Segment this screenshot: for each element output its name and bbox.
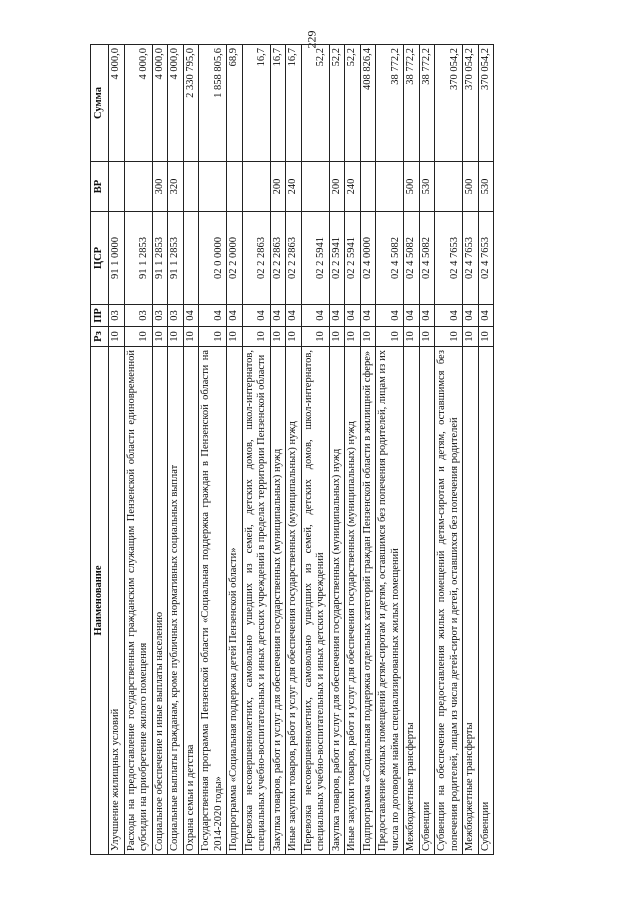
table-row [109, 45, 125, 855]
table-row [183, 45, 199, 855]
cell-rz: 10 [286, 327, 302, 347]
cell-csr: 91 1 2853 [152, 212, 168, 305]
header-vr: ВР [91, 162, 109, 212]
table-row [199, 45, 227, 855]
cell-pr: 04 [199, 305, 227, 327]
cell-sum: 4 000,0 [124, 45, 152, 162]
cell-pr: 04 [463, 305, 479, 327]
cell-pr: 04 [242, 305, 270, 327]
cell-rz: 10 [270, 327, 286, 347]
cell-name: Подпрограмма «Социальная поддержка отдельных категорий граждан Пензенской области в жилищной сфере» [360, 347, 376, 855]
header-pr: ПР [91, 305, 109, 327]
cell-pr: 04 [419, 305, 435, 327]
cell-sum: 16,7 [242, 45, 270, 162]
cell-vr: 200 [270, 162, 286, 212]
cell-name: Социальное обеспечение и иные выплаты населению [152, 347, 168, 855]
cell-rz: 10 [463, 327, 479, 347]
cell-sum: 4 000,0 [168, 45, 184, 162]
cell-rz: 10 [242, 327, 270, 347]
cell-pr: 04 [183, 305, 199, 327]
cell-sum: 38 772,2 [376, 45, 404, 162]
rotated-table-container [90, 45, 563, 855]
cell-csr: 91 1 0000 [109, 212, 125, 305]
cell-vr [124, 162, 152, 212]
cell-name: Закупка товаров, работ и услуг для обеспечения государственных (муниципальных) нужд [329, 347, 345, 855]
cell-vr [199, 162, 227, 212]
cell-sum: 52,2 [345, 45, 361, 162]
cell-pr: 03 [124, 305, 152, 327]
cell-pr: 04 [286, 305, 302, 327]
cell-csr: 91 1 2853 [168, 212, 184, 305]
cell-csr: 02 2 2863 [286, 212, 302, 305]
cell-rz: 10 [199, 327, 227, 347]
cell-rz: 10 [301, 327, 329, 347]
cell-sum: 4 000,0 [109, 45, 125, 162]
header-rz: Рз [91, 327, 109, 347]
cell-sum: 408 826,4 [360, 45, 376, 162]
cell-pr: 04 [270, 305, 286, 327]
cell-name: Социальные выплаты гражданам, кроме публичных нормативных социальных выплат [168, 347, 184, 855]
cell-vr: 300 [152, 162, 168, 212]
cell-rz: 10 [183, 327, 199, 347]
table-row [124, 45, 152, 855]
cell-pr: 04 [345, 305, 361, 327]
cell-csr: 02 4 0000 [360, 212, 376, 305]
cell-name: Перевозка несовершеннолетних, самовольно ушедших из семей, детских домов, школ-интернатов, специальных учебно-воспитательных и иных детских учреждений [301, 347, 329, 855]
cell-pr: 04 [329, 305, 345, 327]
table-row [329, 45, 345, 855]
cell-sum: 38 772,2 [419, 45, 435, 162]
cell-sum: 38 772,2 [404, 45, 420, 162]
cell-vr: 530 [478, 162, 494, 212]
cell-name: Закупка товаров, работ и услуг для обеспечения государственных (муниципальных) нужд [270, 347, 286, 855]
cell-name: Улучшение жилищных условий [109, 347, 125, 855]
budget-table [90, 44, 494, 855]
cell-name: Охрана семьи и детства [183, 347, 199, 855]
cell-vr [183, 162, 199, 212]
table-row [270, 45, 286, 855]
cell-name: Межбюджетные трансферты [404, 347, 420, 855]
cell-vr: 500 [404, 162, 420, 212]
cell-vr: 500 [463, 162, 479, 212]
cell-pr: 04 [301, 305, 329, 327]
cell-pr: 03 [152, 305, 168, 327]
cell-name: Субвенции на обеспечение предоставления жилых помещений детям-сиротам и детям, оставшимся без попечения родителей, лицам из числа детей-сирот и детей, оставшихся без попечения родителей [435, 347, 463, 855]
cell-vr: 530 [419, 162, 435, 212]
cell-pr: 03 [168, 305, 184, 327]
cell-csr: 02 2 5941 [301, 212, 329, 305]
cell-csr [183, 212, 199, 305]
cell-csr: 02 4 5082 [376, 212, 404, 305]
cell-vr [301, 162, 329, 212]
cell-sum: 16,7 [270, 45, 286, 162]
cell-csr: 02 2 5941 [345, 212, 361, 305]
cell-sum: 370 054,2 [478, 45, 494, 162]
page-number: 229 [304, 30, 319, 49]
cell-csr: 02 4 5082 [419, 212, 435, 305]
cell-sum: 370 054,2 [435, 45, 463, 162]
cell-rz: 10 [435, 327, 463, 347]
table-row [286, 45, 302, 855]
cell-vr [376, 162, 404, 212]
cell-sum: 4 000,0 [152, 45, 168, 162]
cell-rz: 10 [329, 327, 345, 347]
cell-rz: 10 [109, 327, 125, 347]
table-row [404, 45, 420, 855]
cell-rz: 10 [419, 327, 435, 347]
cell-csr: 02 4 7653 [435, 212, 463, 305]
cell-csr: 02 2 2863 [242, 212, 270, 305]
cell-name: Межбюджетные трансферты [463, 347, 479, 855]
cell-pr: 04 [404, 305, 420, 327]
cell-vr: 240 [286, 162, 302, 212]
table-row [345, 45, 361, 855]
cell-csr: 02 4 7653 [478, 212, 494, 305]
cell-csr: 02 2 0000 [227, 212, 243, 305]
cell-pr: 04 [478, 305, 494, 327]
cell-rz: 10 [478, 327, 494, 347]
cell-csr: 91 1 2853 [124, 212, 152, 305]
cell-rz: 10 [404, 327, 420, 347]
table-row [419, 45, 435, 855]
cell-csr: 02 2 2863 [270, 212, 286, 305]
cell-name: Подпрограмма «Социальная поддержка детей Пензенской области» [227, 347, 243, 855]
cell-pr: 04 [227, 305, 243, 327]
table-header-row [91, 45, 109, 855]
cell-pr: 04 [376, 305, 404, 327]
cell-vr [227, 162, 243, 212]
table-row [463, 45, 479, 855]
cell-rz: 10 [376, 327, 404, 347]
table-row [242, 45, 270, 855]
cell-csr: 02 2 5941 [329, 212, 345, 305]
table-row [376, 45, 404, 855]
header-csr: ЦСР [91, 212, 109, 305]
cell-sum: 52,2 [301, 45, 329, 162]
cell-name: Субвенции [419, 347, 435, 855]
cell-rz: 10 [168, 327, 184, 347]
cell-vr: 200 [329, 162, 345, 212]
table-row [435, 45, 463, 855]
table-row [301, 45, 329, 855]
cell-rz: 10 [124, 327, 152, 347]
cell-pr: 03 [109, 305, 125, 327]
header-sum: Сумма [91, 45, 109, 162]
cell-vr: 240 [345, 162, 361, 212]
cell-pr: 04 [435, 305, 463, 327]
cell-name: Перевозка несовершеннолетних, самовольно ушедших из семей, детских домов, школ-интернатов, специальных учебно-воспитательных и иных детских учреждений в пределах территории Пензенской области [242, 347, 270, 855]
cell-pr: 04 [360, 305, 376, 327]
cell-csr: 02 4 5082 [404, 212, 420, 305]
cell-name: Иные закупки товаров, работ и услуг для обеспечения государственных (муниципальных) нужд [345, 347, 361, 855]
cell-vr [109, 162, 125, 212]
cell-name: Субвенции [478, 347, 494, 855]
cell-vr [360, 162, 376, 212]
cell-name: Государственная программа Пензенской области «Социальная поддержка граждан в Пензенской области на 2014-2020 годы» [199, 347, 227, 855]
cell-rz: 10 [152, 327, 168, 347]
cell-name: Иные закупки товаров, работ и услуг для обеспечения государственных (муниципальных) нужд [286, 347, 302, 855]
cell-sum: 1 858 805,6 [199, 45, 227, 162]
cell-vr: 320 [168, 162, 184, 212]
cell-vr [242, 162, 270, 212]
table-row [152, 45, 168, 855]
header-name: Наименование [91, 347, 109, 855]
table-row [227, 45, 243, 855]
cell-name: Предоставление жилых помещений детям-сиротам и детям, оставшимся без попечения родителей, лицам из их числа по договорам найма специализированных жилых помещений [376, 347, 404, 855]
cell-rz: 10 [360, 327, 376, 347]
cell-sum: 370 054,2 [463, 45, 479, 162]
cell-rz: 10 [345, 327, 361, 347]
cell-sum: 68,9 [227, 45, 243, 162]
cell-sum: 52,2 [329, 45, 345, 162]
cell-name: Расходы на предоставление государственным гражданским служащим Пензенской области единовременной субсидии на приобретение жилого помещения [124, 347, 152, 855]
cell-csr: 02 4 7653 [463, 212, 479, 305]
cell-vr [435, 162, 463, 212]
cell-sum: 2 330 795,0 [183, 45, 199, 162]
cell-rz: 10 [227, 327, 243, 347]
table-row [360, 45, 376, 855]
table-row [478, 45, 494, 855]
cell-csr: 02 0 0000 [199, 212, 227, 305]
cell-sum: 16,7 [286, 45, 302, 162]
table-row [168, 45, 184, 855]
